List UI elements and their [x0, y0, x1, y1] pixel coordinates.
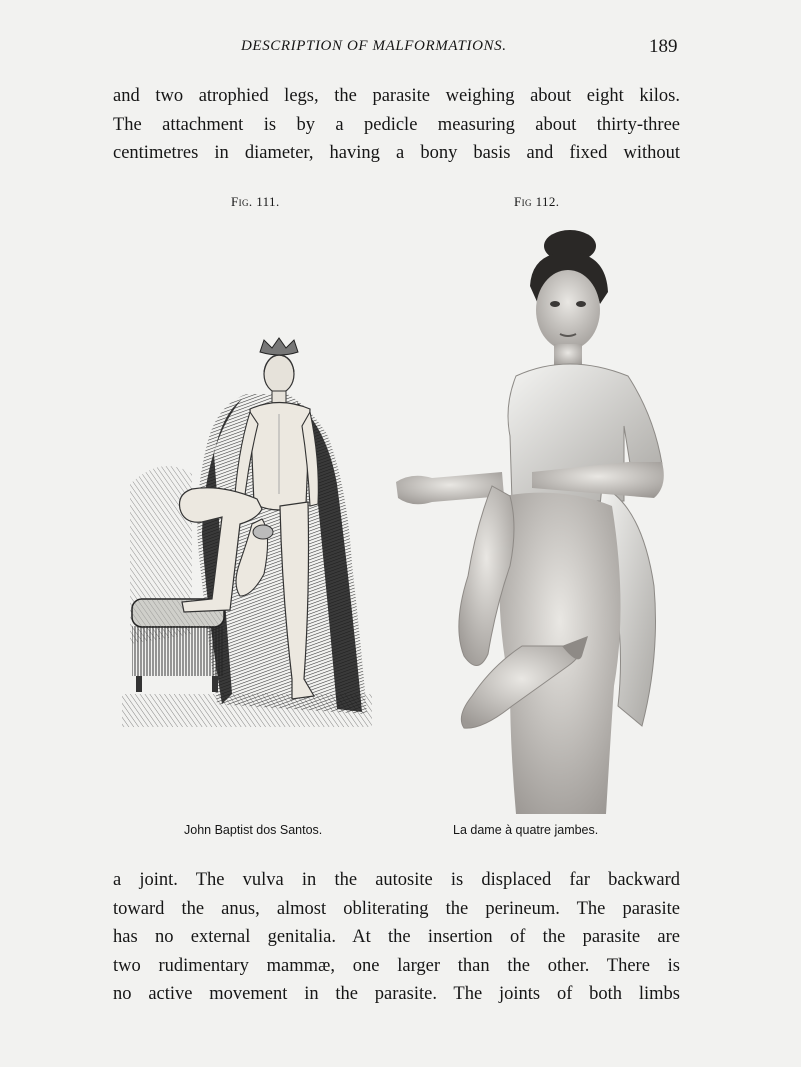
figure-112-label: Fig 112.	[514, 194, 560, 209]
text-line: no active movement in the parasite. The joints of both limbs	[113, 984, 680, 1004]
figure-112-caption: La dame à quatre jambes.	[453, 823, 599, 837]
text-line: two rudimentary mammæ, one larger than the other. There is	[113, 955, 680, 976]
figure-111-caption: John Baptist dos Santos.	[184, 823, 323, 837]
figure-111-engraving	[122, 334, 372, 727]
text-line: toward the anus, almost obliterating the perineum. The parasite	[113, 898, 680, 919]
running-header: DESCRIPTION OF MALFORMATIONS.	[241, 38, 507, 54]
text-line: has no external genitalia. At the insertion of the parasite are	[113, 927, 680, 947]
figure-112-photograph	[392, 226, 672, 814]
figure-111-label: Fig. 111.	[231, 194, 280, 209]
text-line: centimetres in diameter, having a bony basis and fixed without	[113, 143, 680, 163]
text-line: a joint. The vulva in the autosite is displaced far backward	[113, 870, 680, 890]
text-line: The attachment is by a pedicle measuring about thirty-three	[113, 114, 680, 135]
page-number: 189	[649, 36, 678, 57]
text-line: and two atrophied legs, the parasite weighing about eight kilos.	[113, 86, 680, 106]
body-paragraph-top	[113, 82, 680, 168]
body-paragraph-bottom	[113, 866, 680, 1009]
